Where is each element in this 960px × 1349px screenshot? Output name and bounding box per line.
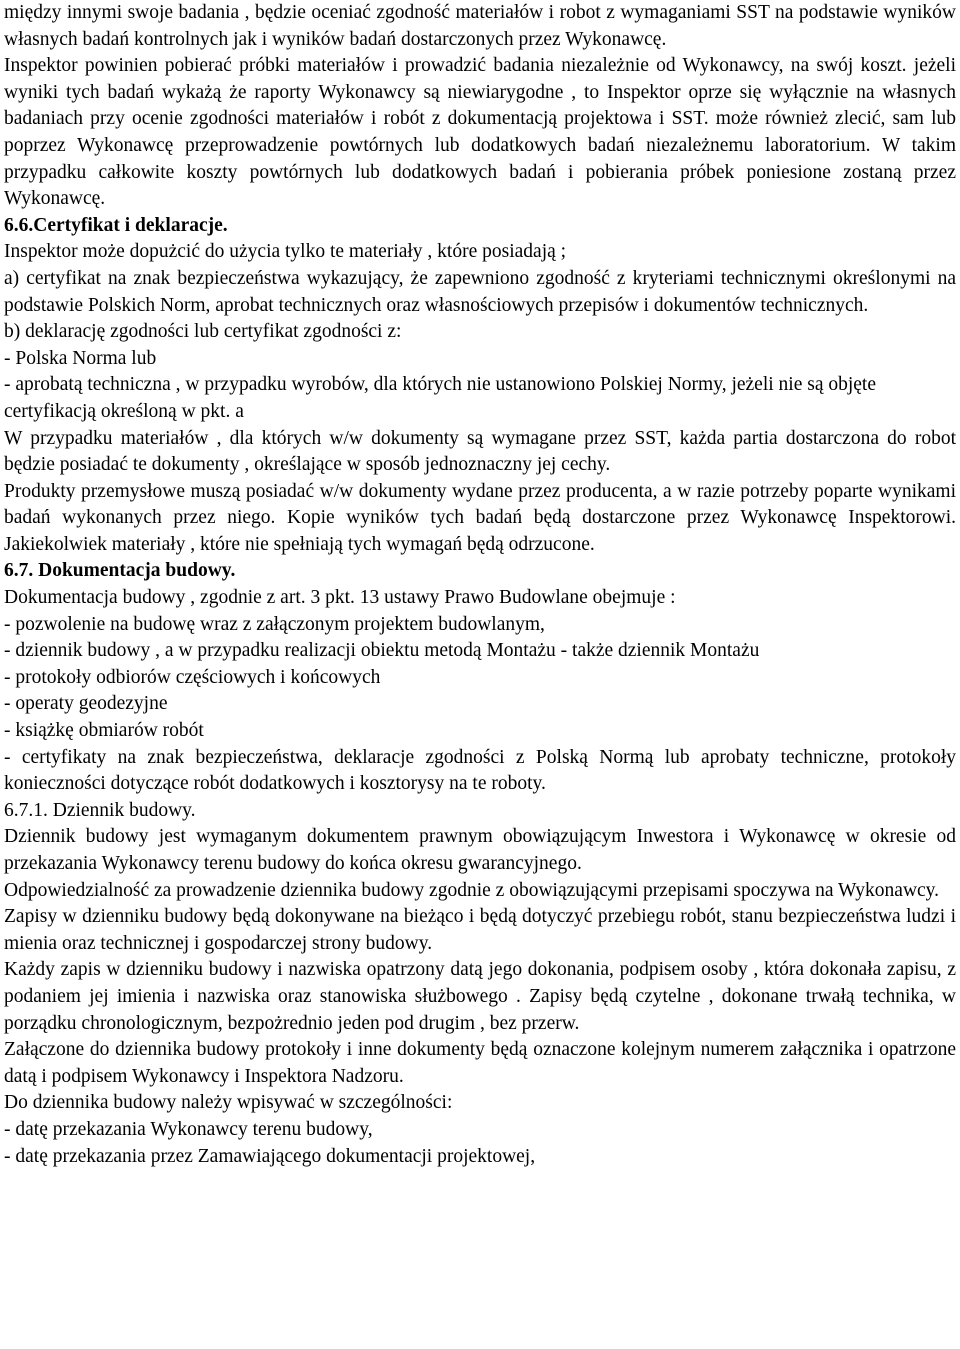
- paragraph-documentation-scope: Dokumentacja budowy , zgodnie z art. 3 pkt. 13 ustawy Prawo Budowlane obejmuje :: [4, 587, 676, 609]
- paragraph-log-entries: Zapisy w dzienniku budowy będą dokonywane na bieżąco i będą dotyczyć przebiegu robót, stanu bezpieczeństwa ludzi i mienia oraz technicznej i gospodarczej strony budowy.: [4, 906, 956, 954]
- list-item-measurement-book: - książkę obmiarów robót: [4, 720, 204, 742]
- list-item-polish-norm: - Polska Norma lub: [4, 347, 157, 369]
- paragraph-log-responsibility: Odpowiedzialność za prowadzenie dziennika budowy zgodnie z obowiązującymi przepisami spoczywa na Wykonawcy.: [4, 879, 940, 901]
- section-heading-certificates: 6.6.Certyfikat i deklaracje.: [4, 214, 228, 236]
- paragraph-entry-signature: Każdy zapis w dzienniku budowy i nazwiska opatrzony datą jego dokonania, podpisem osoby , która dokonała zapisu, z podaniem jej imienia i nazwiska oraz stanowiska służbowego . Zapisy będą czytelne , dokonane trwałą technika, w porządku chronologicznym, bezpożrednio jeden pod drugim , bez przerw.: [4, 959, 956, 1034]
- list-item-construction-log: - dziennik budowy , a w przypadku realizacji obiektu metodą Montażu - także dziennik Montażu: [4, 640, 760, 662]
- section-heading-documentation: 6.7. Dokumentacja budowy.: [4, 560, 236, 582]
- list-item-building-permit: - pozwolenie na budowę wraz z załączonym projektem budowlanym,: [4, 613, 545, 635]
- paragraph-attachments: Załączone do dziennika budowy protokoły i inne dokumenty będą oznaczone kolejnym numerem załącznika i opatrzone datą i podpisem Wykonawcy i Inspektora Nadzoru.: [4, 1039, 956, 1087]
- list-item-acceptance-protocols: - protokoły odbiorów częściowych i końcowych: [4, 666, 381, 688]
- paragraph-materials-admission: Inspektor może dopużcić do użycia tylko te materiały , które posiadają ;: [4, 241, 567, 263]
- list-item-geodetic-surveys: - operaty geodezyjne: [4, 693, 168, 715]
- list-item-technical-approval: - aprobatą techniczna , w przypadku wyrobów, dla których nie ustanowiono Polskiej Normy, jeżeli nie są objęte certyfikacją określoną w pkt. a: [4, 374, 877, 422]
- paragraph-batch-documents: W przypadku materiałów , dla których w/w dokumenty są wymagane przez SST, każda partia dostarczona do robot będzie posiadać te dokumenty , określające w sposób jednoznaczny jej cechy.: [4, 427, 956, 476]
- paragraph-testing-evaluation: między innymi swoje badania , będzie oceniać zgodność materiałów i robot z wymaganiami SST na podstawie wyników własnych badań kontrolnych jak i wyników badań dostarczonych przez Wykonawcę.: [4, 2, 956, 50]
- list-item-safety-certificates: - certyfikaty na znak bezpieczeństwa, deklaracje zgodności z Polską Normą lub aprobaty techniczne, protokoły konieczności dotyczące robót dodatkowych i kosztorysy na te roboty.: [4, 746, 956, 795]
- paragraph-required-entries: Do dziennika budowy należy wpisywać w szczególności:: [4, 1092, 453, 1114]
- list-item-design-handover-date: - datę przekazania przez Zamawiającego dokumentacji projektowej,: [4, 1145, 536, 1167]
- paragraph-log-definition: Dziennik budowy jest wymaganym dokumentem prawnym obowiązującym Inwestora i Wykonawcę w okresie od przekazania Wykonawcy terenu budowy do końca okresu gwarancyjnego.: [4, 826, 956, 874]
- list-item-certificate: a) certyfikat na znak bezpieczeństwa wykazujący, że zapewniono zgodność z kryteriami technicznymi określonymi na podstawie Polskich Norm, aprobat technicznych oraz własnościowych przepisów i dokumentów technicznych.: [4, 267, 956, 316]
- list-item-site-handover-date: - datę przekazania Wykonawcy terenu budowy,: [4, 1118, 373, 1140]
- paragraph-industrial-products: Produkty przemysłowe muszą posiadać w/w dokumenty wydane przez producenta, a w razie potrzeby poparte wynikami badań wykonanych przez niego. Kopie wyników tych badań będą dostarczone przez Wykonawcę Inspektorowi. Jakiekolwiek materiały , które nie spełniają tych wymagań będą odrzucone.: [4, 480, 956, 555]
- paragraph-inspector-sampling: Inspektor powinien pobierać próbki materiałów i prowadzić badania niezależnie od Wykonawcy, na swój koszt. jeżeli wyniki tych badań wykażą że raporty Wykonawcy są niewiarygodne , to Inspektor oprze się wyłącznie na własnych badaniach przy ocenie zgodności materiałów i robót z dokumentacją projektowa i SST. może również zlecić, sam lub poprzez Wykonawcę przeprowadzenie powtórnych lub dodatkowych badań niezależnemu laboratorium. W takim przypadku całkowite koszty powtórnych lub dodatkowych badań i pobierania próbek poniesione zostaną przez Wykonawcę.: [4, 55, 956, 210]
- list-item-declaration: b) deklarację zgodności lub certyfikat zgodności z:: [4, 321, 402, 343]
- subsection-heading-construction-log: 6.7.1. Dziennik budowy.: [4, 799, 196, 821]
